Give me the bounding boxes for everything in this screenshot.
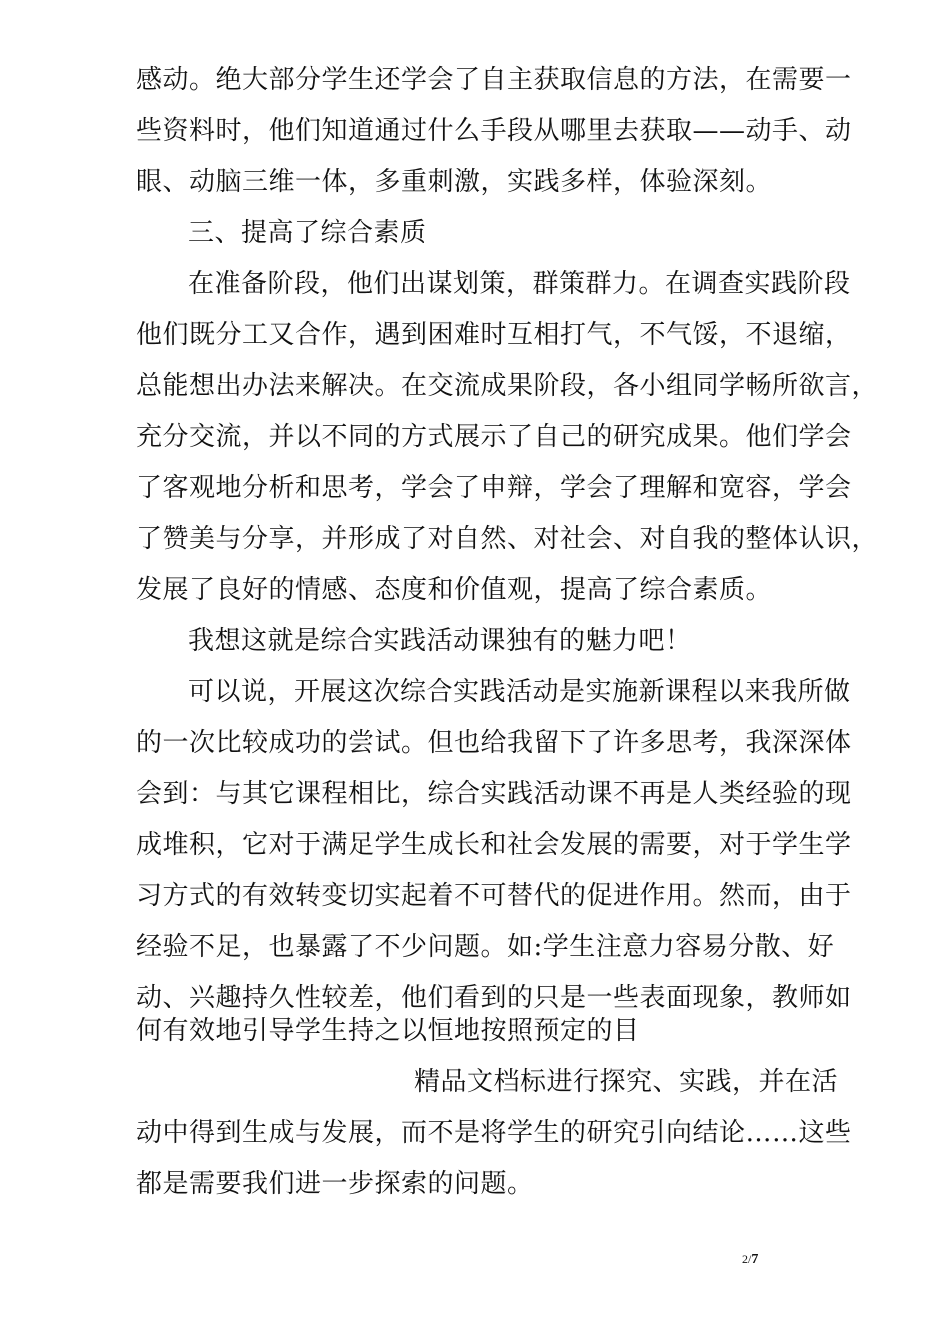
text-line: 眼、动脑三维一体，多重刺激，实践多样，体验深刻。 xyxy=(136,167,773,197)
page-number-current: 2/ xyxy=(742,1252,752,1266)
text-line: 经验不足，也暴露了不少问题。如:学生注意力容易分散、好 xyxy=(136,932,835,962)
text-line: 习方式的有效转变切实起着不可替代的促进作用。然而，由于 xyxy=(136,881,852,911)
text-line: 动、兴趣持久性较差，他们看到的只是一些表面现象，教师如 xyxy=(136,983,852,1013)
page-number xyxy=(742,1252,758,1268)
text-line: 了赞美与分享，并形成了对自然、对社会、对自我的整体认识， xyxy=(136,524,879,554)
text-line: 何有效地引导学生持之以恒地按照预定的目 xyxy=(136,1016,640,1046)
text-line: 成堆积，它对于满足学生成长和社会发展的需要，对于学生学 xyxy=(136,830,852,860)
text-line: 发展了良好的情感、态度和价值观，提高了综合素质。 xyxy=(136,575,773,605)
text-line: 都是需要我们进一步探索的问题。 xyxy=(136,1169,534,1199)
text-line: 感动。绝大部分学生还学会了自主获取信息的方法，在需要一 xyxy=(136,65,852,95)
text-line: 些资料时，他们知道通过什么手段从哪里去获取——动手、动 xyxy=(136,116,852,146)
text-line: 他们既分工又合作，遇到困难时互相打气，不气馁，不退缩， xyxy=(136,320,852,350)
text-line: 精品文档标进行探究、实践，并在活 xyxy=(414,1067,839,1097)
text-line: 会到：与其它课程相比，综合实践活动课不再是人类经验的现 xyxy=(136,779,852,809)
text-line: 总能想出办法来解决。在交流成果阶段，各小组同学畅所欲言， xyxy=(136,371,879,401)
section-heading: 三、提高了综合素质 xyxy=(188,218,427,248)
text-line: 可以说，开展这次综合实践活动是实施新课程以来我所做 xyxy=(188,677,851,707)
text-line: 在准备阶段，他们出谋划策，群策群力。在调查实践阶段 xyxy=(188,269,851,299)
text-line: 的一次比较成功的尝试。但也给我留下了许多思考，我深深体 xyxy=(136,728,852,758)
text-line: 了客观地分析和思考，学会了申辩，学会了理解和宽容，学会 xyxy=(136,473,852,503)
text-line: 我想这就是综合实践活动课独有的魅力吧！ xyxy=(188,626,692,656)
text-line: 充分交流，并以不同的方式展示了自己的研究成果。他们学会 xyxy=(136,422,852,452)
page-number-total: 7 xyxy=(751,1252,759,1267)
text-line: 动中得到生成与发展，而不是将学生的研究引向结论……这些 xyxy=(136,1118,852,1148)
